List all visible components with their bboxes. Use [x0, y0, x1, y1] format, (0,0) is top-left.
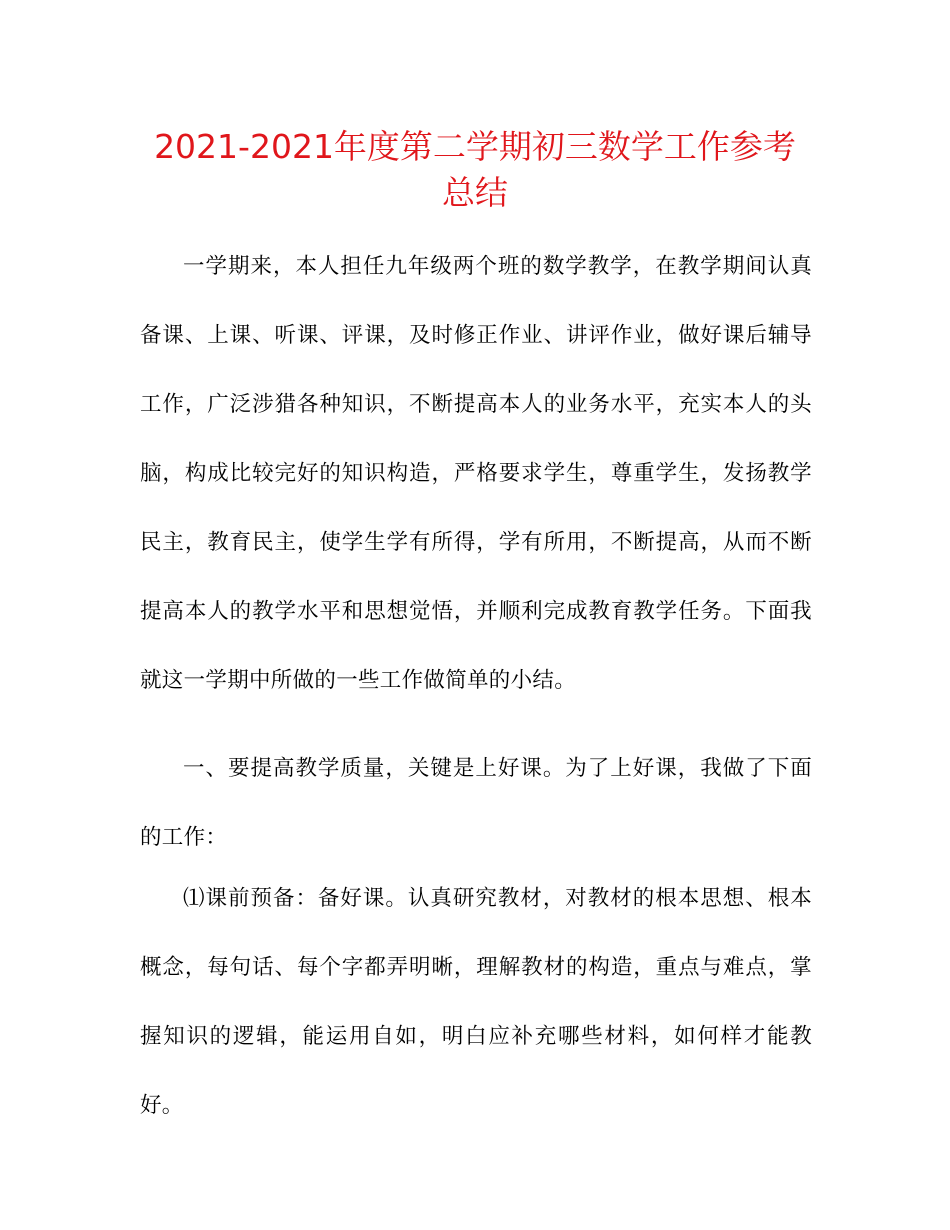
document-title: 2021-2021年度第二学期初三数学工作参考总结 [154, 127, 796, 212]
paragraph-section-one: 一、要提高教学质量，关键是上好课。为了上好课，我做了下面的工作： [140, 755, 812, 850]
paragraph-lesson-prep: ⑴课前预备：备好课。认真研究教材，对教材的根本思想、根本概念，每句话、每个字都弄明晰，理解教材的构造，重点与难点，掌握知识的逻辑，能运用自如，明白应补充哪些材料，如何样才能教好。 [140, 885, 812, 1118]
paragraph-intro: 一学期来，本人担任九年级两个班的数学教学，在教学期间认真备课、上课、听课、评课，及时修正作业、讲评作业，做好课后辅导工作，广泛涉猎各种知识，不断提高本人的业务水平，充实本人的头脑，构成比较完好的知识构造，严格要求学生，尊重学生，发扬教学民主，教育民主，使学生学有所得，学有所用，不断提高，从而不断提高本人的教学水平和思想觉悟，并顺利完成教育教学任务。下面我就这一学期中所做的一些工作做简单的小结。 [140, 253, 812, 693]
